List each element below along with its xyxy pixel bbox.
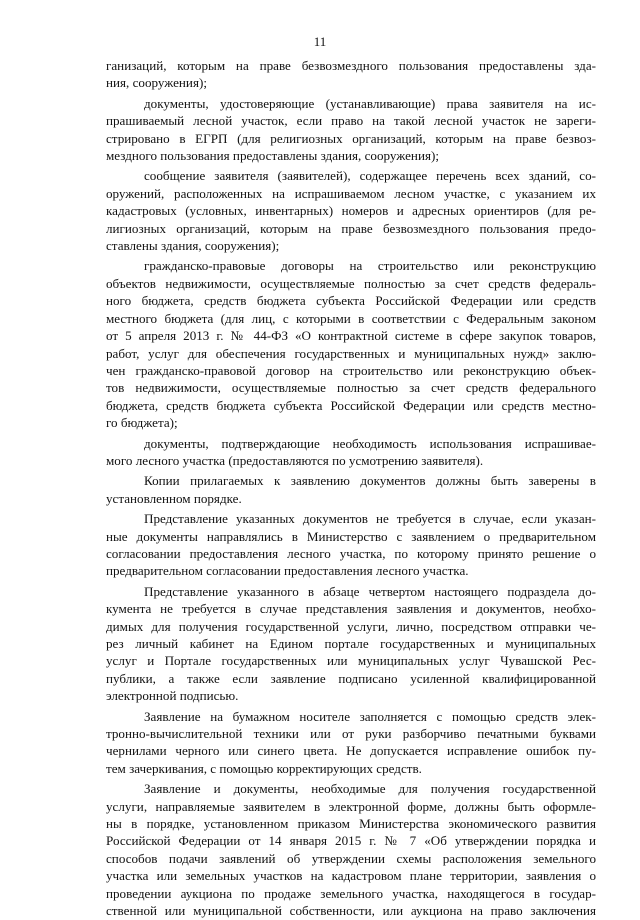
text-line: тронно-вычислительной техники или от руки разборчиво печатными буквами [106,726,596,742]
text-line: документы, удостоверяющие (устанавливающие) права заявителя на ис- [144,95,596,111]
text-line: стрировано в ЕГРП (для религиозных организаций, которым на праве безвоз- [106,130,596,146]
text-line: чен гражданско-правовой договор на строительство или реконструкцию объек- [106,362,596,378]
text-line: местного бюджета (для лиц, с которыми в соответствии с Федеральным законом [106,310,596,326]
text-line: ганизаций, которым на праве безвозмездного пользования предоставлены зда- [106,58,596,73]
text-line: тем зачеркивания, с помощью корректирующих средств. [106,760,422,776]
text-line: участка или земельных участков на кадастровом плане территории, заявления о [106,868,596,884]
text-line: ственной или муниципальной собственности, или аукциона на право заключения [106,903,596,919]
paragraph [106,257,596,431]
text-line: кадастровых (условных, инвентарных) номеров и адресных ориентиров (для ре- [106,203,596,219]
text-line: Заявление и документы, необходимые для получения государственной [144,781,596,797]
text-line: установленном порядке. [106,490,242,506]
paragraph [106,167,596,254]
paragraph [106,435,596,470]
text-line: электронной подписью. [106,688,239,704]
text-line: Копии прилагаемых к заявлению документов должны быть заверены в [144,473,596,489]
text-line: лигиозных организаций, которым на праве безвозмездного пользования предо- [106,220,596,236]
paragraph [106,95,596,165]
paragraph [106,780,596,919]
text-line: рез личный кабинет на Едином портале государственных и муниципальных [106,636,596,651]
text-line: ны в порядке, установленном приказом Министерства экономического развития [106,816,596,832]
text-line: Российской Федерации от 14 января 2015 г. № 7 «Об утверждении порядка и [106,833,596,849]
text-line: прашиваемый лесной участок, если право на такой лесной участок не зареги- [106,113,596,129]
text-line: ставлены здания, сооружения); [106,238,280,254]
paragraph [106,472,596,507]
text-line: оружений, расположенных на испрашиваемом лесном участке, с указанием их [106,185,596,201]
text-line: тов недвижимости, осуществляемые полностью за счет средств федерального [106,380,596,396]
text-line: бюджета, средств бюджета субъекта Российской Федерации или средств местно- [106,397,596,413]
text-line: Представление указанных документов не требуется в случае, если указан- [144,511,596,527]
text-line: предварительном согласовании предоставления лесного участка. [106,563,469,579]
text-line: способов подачи заявлений об утверждении схемы расположения земельного [106,850,596,866]
text-line: ные документы направлялись в Министерство с заявлением о предварительном [106,528,596,544]
paragraph [106,57,596,92]
text-line: документы, подтверждающие необходимость использования испрашивае- [144,435,596,451]
text-line: гражданско-правовые договоры на строительство или реконструкцию [144,258,596,274]
paragraph [106,510,596,580]
text-line: сообщение заявителя (заявителей), содержащее перечень всех зданий, со- [144,168,596,184]
text-line: чернилами черного или синего цвета. Не допускается исправление ошибок пу- [106,743,596,759]
text-line: ного бюджета, средств бюджета субъекта Российской Федерации или средств [106,293,596,309]
text-line: услуг и Портале государственных или муниципальных услуг Чувашской Рес- [106,653,596,669]
paragraph [106,708,596,778]
text-line: Заявление на бумажном носителе заполняется с помощью средств элек- [144,708,596,724]
text-line: кумента не требуется в случае представления заявления и документов, необхо- [106,601,596,617]
text-line: услуги, направляемые заявителем в электронной форме, должны быть оформле- [106,798,596,814]
text-line: димых для получения государственной услуги, лично, посредством отправки че- [106,618,596,634]
text-line: от 5 апреля 2013 г. № 44-ФЗ «О контрактной системе в сфере закупок товаров, [106,328,596,344]
text-line: го бюджета); [106,415,178,431]
text-line: согласовании предоставления лесного участка, по которому принято решение о [106,545,596,561]
document-body [106,57,596,920]
text-line: проведении аукциона по продаже земельного участка, находящегося в государ- [106,885,596,901]
text-line: Представление указанного в абзаце четвертом настоящего подраздела до- [144,583,596,599]
text-line: публики, а также если заявление подписано усиленной квалифицированной [106,670,596,686]
page-number: 11 [313,34,327,49]
text-line: мездного пользования предоставлены здания, сооружения); [106,148,439,164]
text-line: мого лесного участка (предоставляются по усмотрению заявителя). [106,452,484,468]
text-line: работ, услуг для обеспечения государственных и муниципальных нужд» заклю- [106,345,596,361]
text-line: ния, сооружения); [106,75,207,91]
text-line: объектов недвижимости, осуществляемые полностью за счет средств федераль- [106,275,596,291]
paragraph [106,583,596,705]
